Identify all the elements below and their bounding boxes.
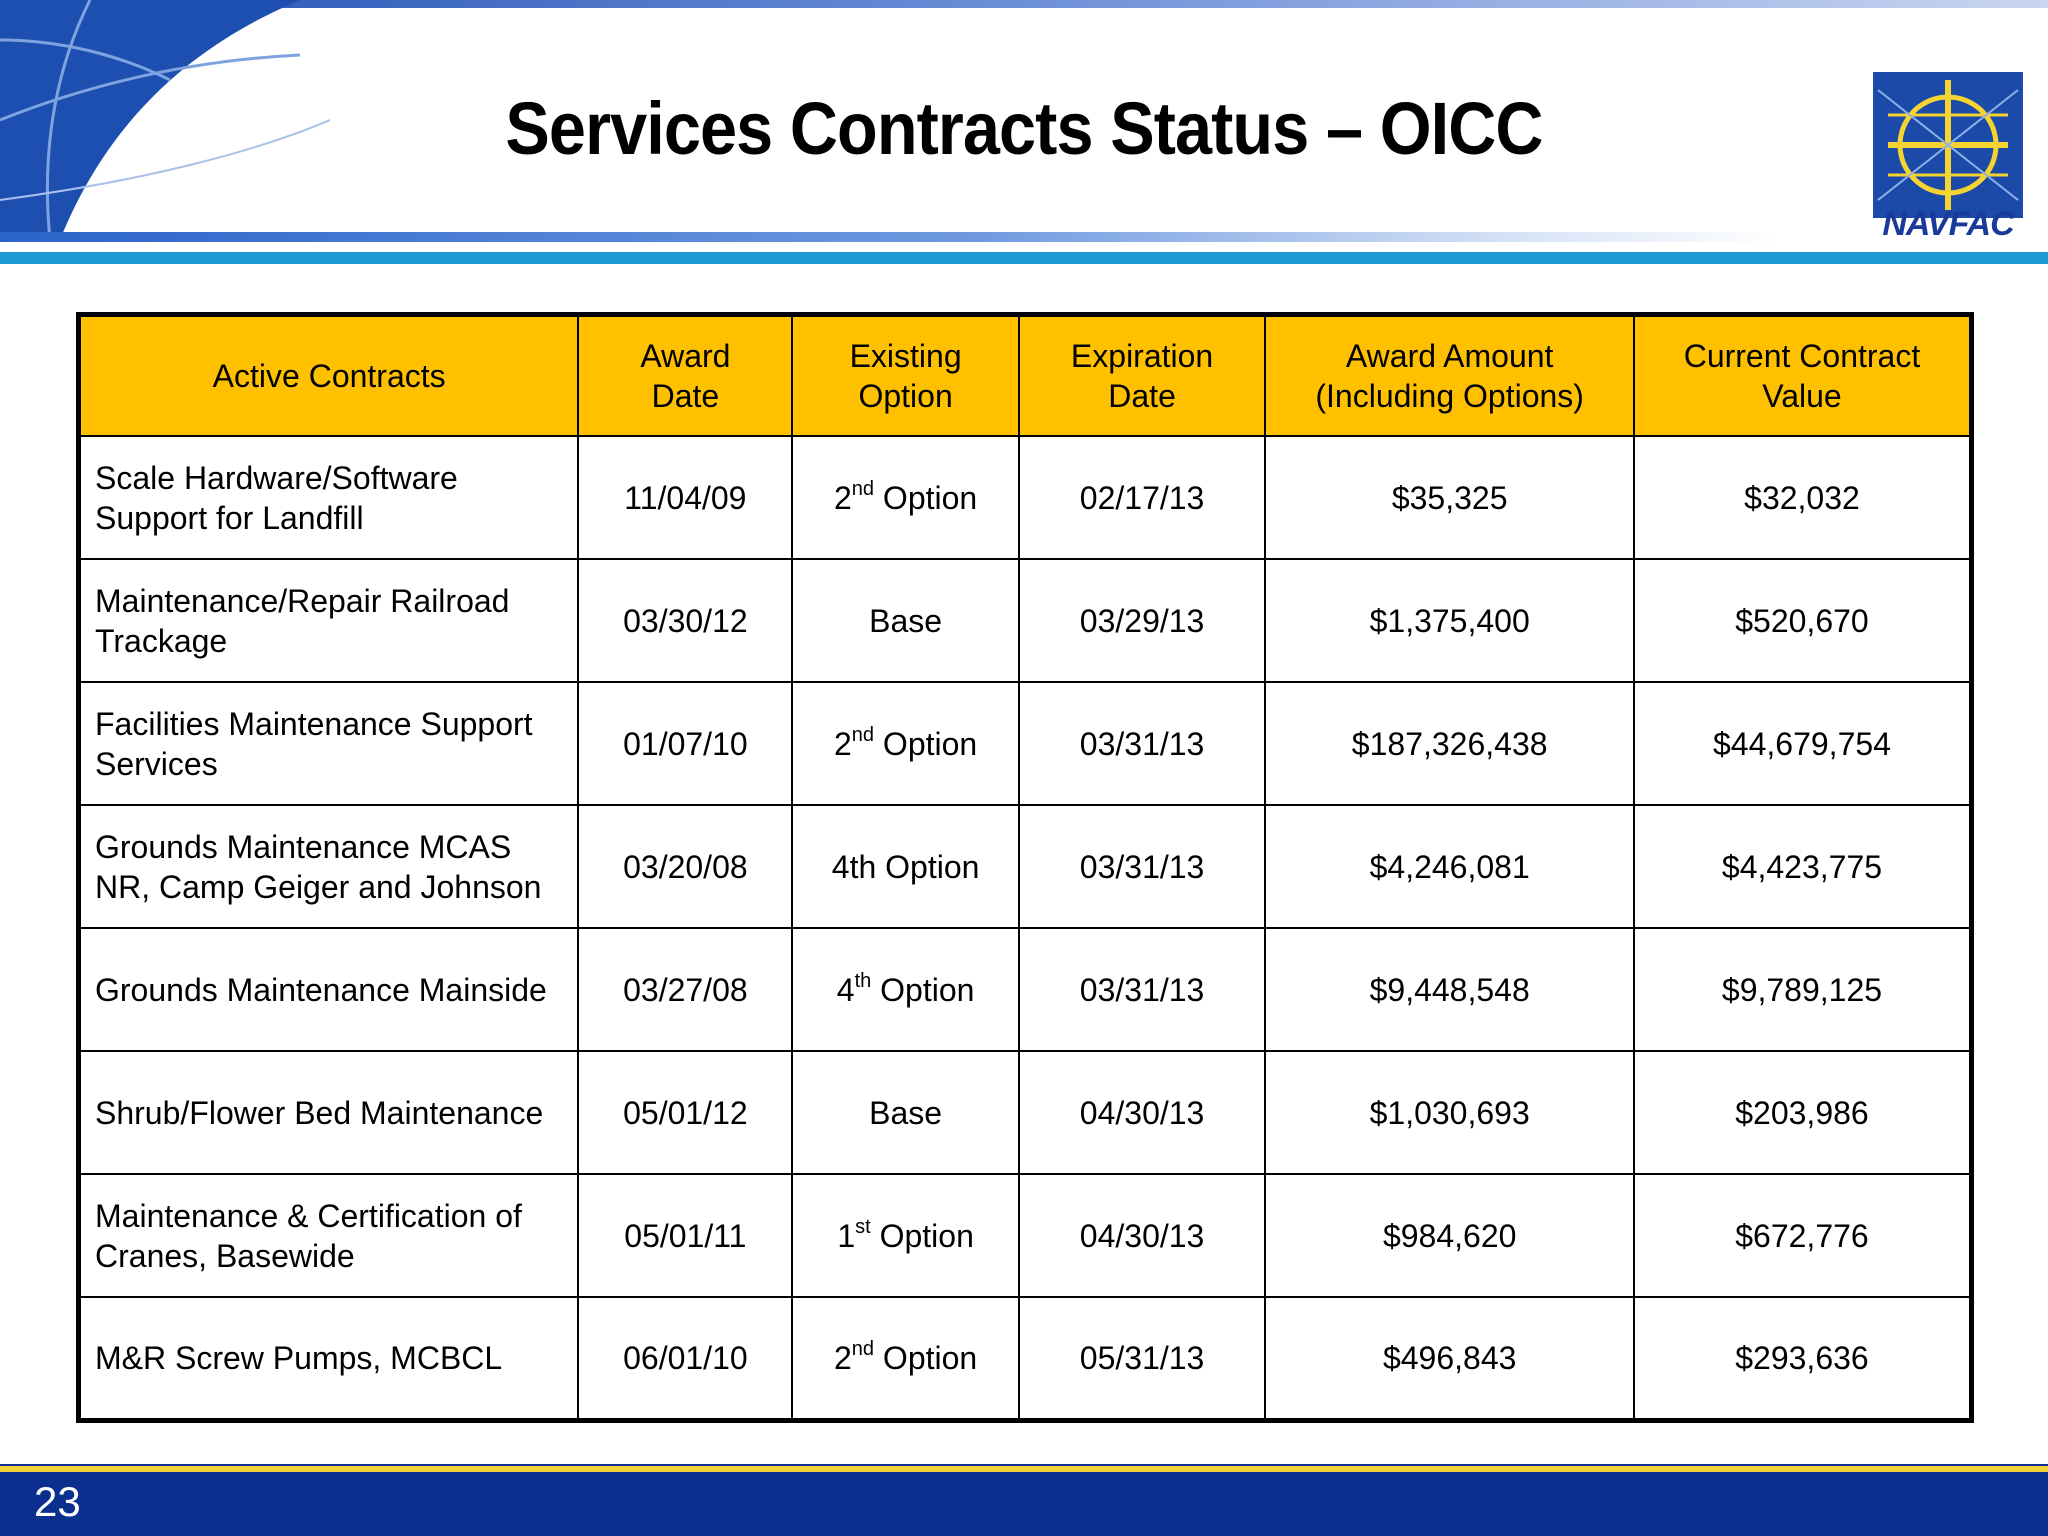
- expiration-date-cell: 02/17/13: [1019, 436, 1266, 559]
- column-header: [578, 315, 792, 437]
- column-header-label: Current Contract: [1683, 338, 1921, 374]
- option-value: 4: [836, 971, 855, 1008]
- contract-name-cell: [79, 682, 579, 805]
- award-amount-cell: $187,326,438: [1265, 682, 1634, 805]
- table-header-row: [79, 315, 1972, 437]
- contract-name-cell: [79, 1297, 579, 1420]
- award-amount-cell: $4,246,081: [1265, 805, 1634, 928]
- table-row: [79, 682, 1972, 805]
- award-amount-cell: $496,843: [1265, 1297, 1634, 1420]
- table-row: [79, 1174, 1972, 1297]
- option-value: Base: [869, 1094, 943, 1131]
- current-value-cell: $44,679,754: [1634, 682, 1972, 805]
- option-ordinal-suffix: th: [854, 969, 872, 992]
- expiration-date-cell: 04/30/13: [1019, 1174, 1266, 1297]
- award-amount-cell: $984,620: [1265, 1174, 1634, 1297]
- footer-bar: [0, 1464, 2048, 1536]
- contract-name-cell: [79, 1051, 579, 1174]
- table-row: [79, 1051, 1972, 1174]
- contract-name: Maintenance & Certification of: [95, 1197, 522, 1234]
- contract-name: Services: [95, 745, 218, 782]
- contract-name: NR, Camp Geiger and Johnson: [95, 868, 542, 905]
- contract-name: Scale Hardware/Software: [95, 459, 458, 496]
- contract-name-cell: [79, 928, 579, 1051]
- column-header: [1265, 315, 1634, 437]
- option-value: Base: [869, 602, 943, 639]
- award-date-cell: 03/27/08: [578, 928, 792, 1051]
- existing-option-cell: [792, 682, 1018, 805]
- award-date-cell: 03/30/12: [578, 559, 792, 682]
- option-ordinal-suffix: nd: [851, 723, 875, 746]
- current-value-cell: $672,776: [1634, 1174, 1972, 1297]
- current-value-cell: $293,636: [1634, 1297, 1972, 1420]
- table-row: [79, 559, 1972, 682]
- option-value: 2: [833, 725, 852, 762]
- column-header: [79, 315, 579, 437]
- existing-option-cell: [792, 1297, 1018, 1420]
- option-ordinal-suffix: nd: [851, 477, 875, 500]
- contract-name: Maintenance/Repair Railroad: [95, 582, 510, 619]
- option-value: 2: [833, 479, 852, 516]
- contract-name: Facilities Maintenance Support: [95, 705, 533, 742]
- expiration-date-cell: 05/31/13: [1019, 1297, 1266, 1420]
- column-header-label: Date: [1108, 378, 1176, 414]
- current-value-cell: $203,986: [1634, 1051, 1972, 1174]
- column-header-label: Award Amount: [1345, 338, 1554, 374]
- column-header: [1634, 315, 1972, 437]
- contract-name-cell: [79, 559, 579, 682]
- contract-name: Cranes, Basewide: [95, 1237, 355, 1274]
- table-row: [79, 436, 1972, 559]
- expiration-date-cell: 04/30/13: [1019, 1051, 1266, 1174]
- award-date-cell: 03/20/08: [578, 805, 792, 928]
- existing-option-cell: [792, 805, 1018, 928]
- option-label: Option: [874, 479, 978, 516]
- existing-option-cell: [792, 1051, 1018, 1174]
- award-date-cell: 06/01/10: [578, 1297, 792, 1420]
- award-date-cell: 11/04/09: [578, 436, 792, 559]
- award-amount-cell: $1,375,400: [1265, 559, 1634, 682]
- award-date-cell: 05/01/12: [578, 1051, 792, 1174]
- option-label: Option: [871, 971, 975, 1008]
- option-ordinal-suffix: nd: [851, 1338, 875, 1361]
- option-label: Option: [874, 725, 978, 762]
- column-header-label: Existing: [849, 338, 962, 374]
- column-header-label: Active Contracts: [212, 358, 446, 394]
- contract-name-cell: [79, 1174, 579, 1297]
- expiration-date-cell: 03/31/13: [1019, 928, 1266, 1051]
- option-ordinal-suffix: st: [855, 1215, 871, 1238]
- contract-name: Grounds Maintenance MCAS: [95, 828, 512, 865]
- award-amount-cell: $35,325: [1265, 436, 1634, 559]
- column-header: [792, 315, 1018, 437]
- column-header-label: Option: [858, 378, 953, 414]
- column-header: [1019, 315, 1266, 437]
- option-value: 4th Option: [831, 848, 980, 885]
- contract-name-cell: [79, 436, 579, 559]
- column-header-label: (Including Options): [1315, 378, 1584, 414]
- slide-title: Services Contracts Status – OICC: [505, 87, 1543, 170]
- table-body: [79, 436, 1972, 1420]
- existing-option-cell: [792, 1174, 1018, 1297]
- expiration-date-cell: 03/31/13: [1019, 805, 1266, 928]
- column-header-label: Award: [640, 338, 731, 374]
- expiration-date-cell: 03/31/13: [1019, 682, 1266, 805]
- current-value-cell: $9,789,125: [1634, 928, 1972, 1051]
- contract-name-cell: [79, 805, 579, 928]
- current-value-cell: $4,423,775: [1634, 805, 1972, 928]
- existing-option-cell: [792, 559, 1018, 682]
- column-header-label: Value: [1762, 378, 1842, 414]
- option-label: Option: [870, 1217, 974, 1254]
- logo-wordmark: NAVFAC: [1882, 205, 2014, 243]
- column-header-label: Expiration: [1070, 338, 1214, 374]
- award-date-cell: 01/07/10: [578, 682, 792, 805]
- footer-accent-line: [0, 1466, 2048, 1472]
- option-label: Option: [874, 1339, 978, 1376]
- option-value: 1: [837, 1217, 856, 1254]
- slide-number: 23: [34, 1478, 81, 1525]
- award-amount-cell: $9,448,548: [1265, 928, 1634, 1051]
- table-row: [79, 805, 1972, 928]
- award-amount-cell: $1,030,693: [1265, 1051, 1634, 1174]
- column-header-label: Date: [651, 378, 720, 414]
- contracts-table: [76, 312, 1974, 1423]
- contract-name: Support for Landfill: [95, 499, 364, 536]
- existing-option-cell: [792, 928, 1018, 1051]
- table-row: [79, 928, 1972, 1051]
- contract-name: Shrub/Flower Bed Maintenance: [95, 1094, 544, 1131]
- existing-option-cell: [792, 436, 1018, 559]
- current-value-cell: $520,670: [1634, 559, 1972, 682]
- option-value: 2: [833, 1339, 852, 1376]
- contract-name: Grounds Maintenance Mainside: [95, 971, 547, 1008]
- table-row: [79, 1297, 1972, 1420]
- contract-name: M&R Screw Pumps, MCBCL: [95, 1339, 503, 1376]
- award-date-cell: 05/01/11: [578, 1174, 792, 1297]
- contract-name: Trackage: [95, 622, 228, 659]
- expiration-date-cell: 03/29/13: [1019, 559, 1266, 682]
- current-value-cell: $32,032: [1634, 436, 1972, 559]
